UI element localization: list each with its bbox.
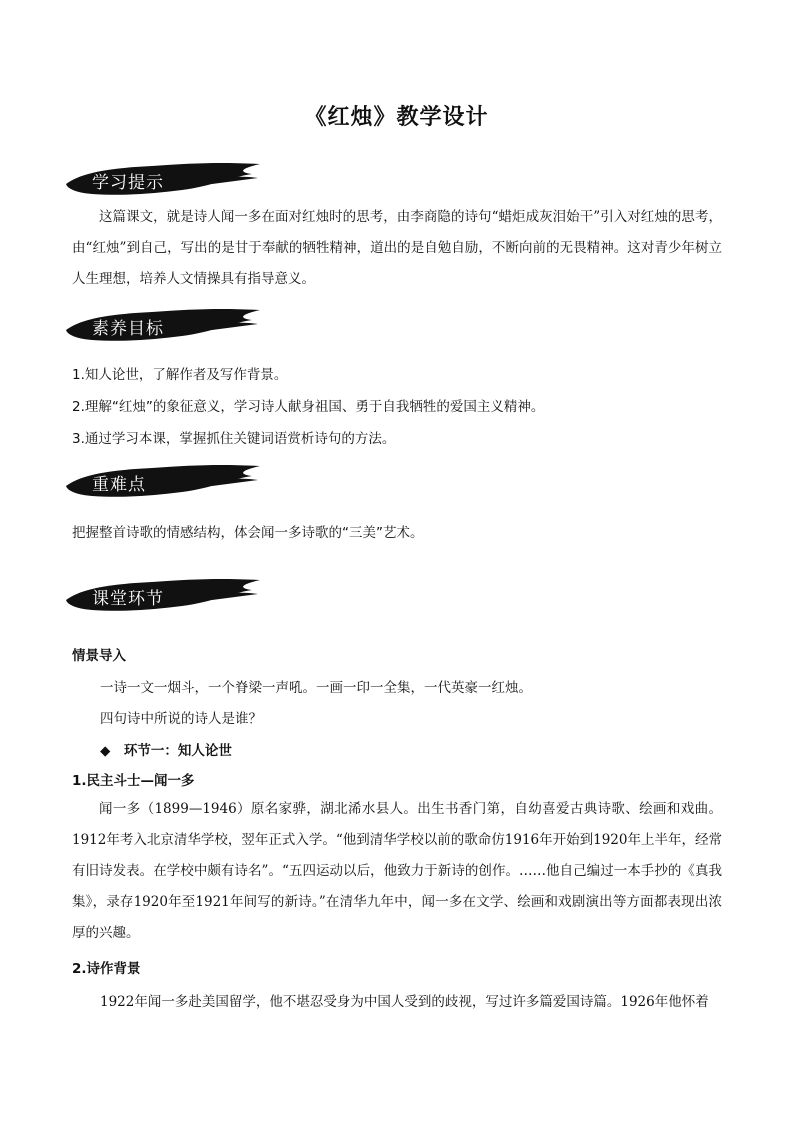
section-header-tips bbox=[62, 160, 262, 200]
author-bio-paragraph: 闻一多（1899—1946）原名家骅，湖北浠水县人。出生书香门第，自幼喜爱古典诗歌、绘画和戏曲。1912年考入北京清华学校，翌年正式入学。“他到清华学校以前的歌命仿1916年开始到1920年上半年，经常有旧诗发表。在学校中颇有诗名”。“五四运动以后，他致力于新诗的创作。……他自己编过一本手抄的《真我集》，录存1920年至1921年间写的新诗。”在清华九年中，闻一多在文学、绘画和戏剧演出等方面都表现出浓厚的兴趣。 bbox=[72, 801, 722, 941]
section-heading: 课堂环节 bbox=[92, 589, 164, 609]
goal-item: 3.通过学习本课，掌握抓住关键词语赏析诗句的方法。 bbox=[72, 431, 396, 447]
intro-title: 情景导入 bbox=[72, 648, 126, 664]
section-header-goals bbox=[62, 306, 262, 346]
section-header-class-steps bbox=[62, 576, 262, 616]
intro-question: 四句诗中所说的诗人是谁？ bbox=[100, 711, 262, 727]
key-points-text: 把握整首诗歌的情感结构，体会闻一多诗歌的“三美”艺术。 bbox=[72, 525, 424, 541]
section-heading: 重难点 bbox=[92, 475, 146, 495]
goal-item: 1.知人论世，了解作者及写作背景。 bbox=[72, 367, 288, 383]
section-header-key-points bbox=[62, 462, 262, 502]
goal-item: 2.理解“红烛”的象征意义，学习诗人献身祖国、勇于自我牺牲的爱国主义精神。 bbox=[72, 399, 545, 415]
document-title: 《红烛》教学设计 bbox=[304, 104, 489, 130]
tips-paragraph: 这篇课文，就是诗人闻一多在面对红烛时的思考，由李商隐的诗句“蜡炬成灰泪始干”引入对红烛的思考，由“红烛”到自己，写出的是甘于奉献的牺牲精神，道出的是自勉自励，不断向前的无畏精神。这对青少年树立人生理想，培养人文情操具有指导意义。 bbox=[72, 209, 722, 287]
section-heading: 学习提示 bbox=[92, 173, 164, 193]
section-heading: 素养目标 bbox=[92, 319, 164, 339]
intro-poem: 一诗一文一烟斗，一个脊梁一声吼。一画一印一全集，一代英豪一红烛。 bbox=[100, 680, 532, 696]
subsection-title-2: 2.诗作背景 bbox=[72, 961, 141, 977]
subsection-title-1: 1.民主斗士—闻一多 bbox=[72, 773, 195, 789]
step1-title: ◆ 环节一：知人论世 bbox=[100, 743, 232, 759]
background-paragraph: 1922年闻一多赴美国留学，他不堪忍受身为中国人受到的歧视，写过许多篇爱国诗篇。1926年他怀着 bbox=[100, 994, 709, 1010]
